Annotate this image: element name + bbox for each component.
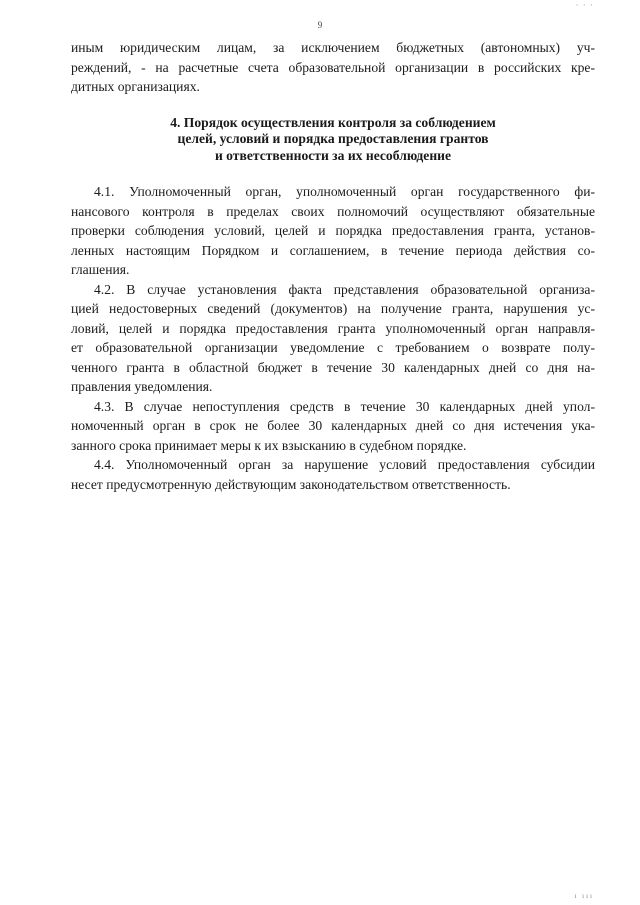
text-line: ловий, целей и порядка предоставления гранта уполномоченный орган направля- — [71, 320, 595, 336]
text-line: 4.3. В случае непоступления средств в течение 30 календарных дней упол- — [94, 398, 595, 414]
intro-paragraph — [71, 38, 595, 97]
text-line: иным юридическим лицам, за исключением бюджетных (автономных) уч- — [71, 40, 595, 55]
text-line: номоченный орган в срок не более 30 календарных дней со дня истечения ука- — [71, 418, 595, 433]
heading-line: 4. Порядок осуществления контроля за соблюдением — [170, 114, 496, 130]
document-body — [71, 38, 595, 494]
text-line: правления уведомления. — [71, 379, 213, 394]
text-line: 4.4. Уполномоченный орган за нарушение условий предоставления субсидии — [94, 457, 595, 472]
paragraph-4-4 — [71, 455, 595, 494]
text-line: глашения. — [71, 262, 130, 277]
text-line: 4.2. В случае установления факта представления образовательной организа- — [94, 281, 595, 297]
text-line: ченного гранта в областной бюджет в течение 30 календарных дней со дня на- — [71, 359, 595, 375]
scan-corner-mark: · · · — [575, 0, 594, 10]
text-line: проверки соблюдения условий, целей и порядка предоставления гранта, установ- — [71, 223, 595, 238]
paragraph-4-3 — [71, 397, 595, 456]
text-line: реждений, - на расчетные счета образовательной организации в российских кре- — [71, 59, 595, 75]
text-line: 4.1. Уполномоченный орган, уполномоченный орган государственного фи- — [94, 184, 595, 199]
paragraph-4-2 — [71, 280, 595, 397]
paragraph-4-1 — [71, 182, 595, 280]
text-line: несет предусмотренную действующим законодательством ответственность. — [71, 476, 511, 492]
text-line: нансового контроля в пределах своих полномочий осуществляют обязательные — [71, 203, 595, 219]
text-line: ет образовательной организации уведомление с требованием о возврате полу- — [71, 340, 595, 355]
text-line: ленных настоящим Порядком и соглашением, в течение периода действия со- — [71, 242, 595, 258]
heading-line: целей, условий и порядка предоставления грантов — [177, 131, 489, 146]
heading-line: и ответственности за их несоблюдение — [214, 147, 452, 163]
scan-footer-mark: ı ııı — [574, 892, 594, 900]
text-line: занного срока принимает меры к их взысканию в судебном порядке. — [71, 437, 467, 453]
section-heading — [71, 115, 595, 165]
page-number: 9 — [317, 20, 323, 30]
text-line: дитных организациях. — [71, 79, 200, 94]
text-line: цией недостоверных сведений (документов) на получение гранта, нарушения ус- — [71, 301, 595, 316]
